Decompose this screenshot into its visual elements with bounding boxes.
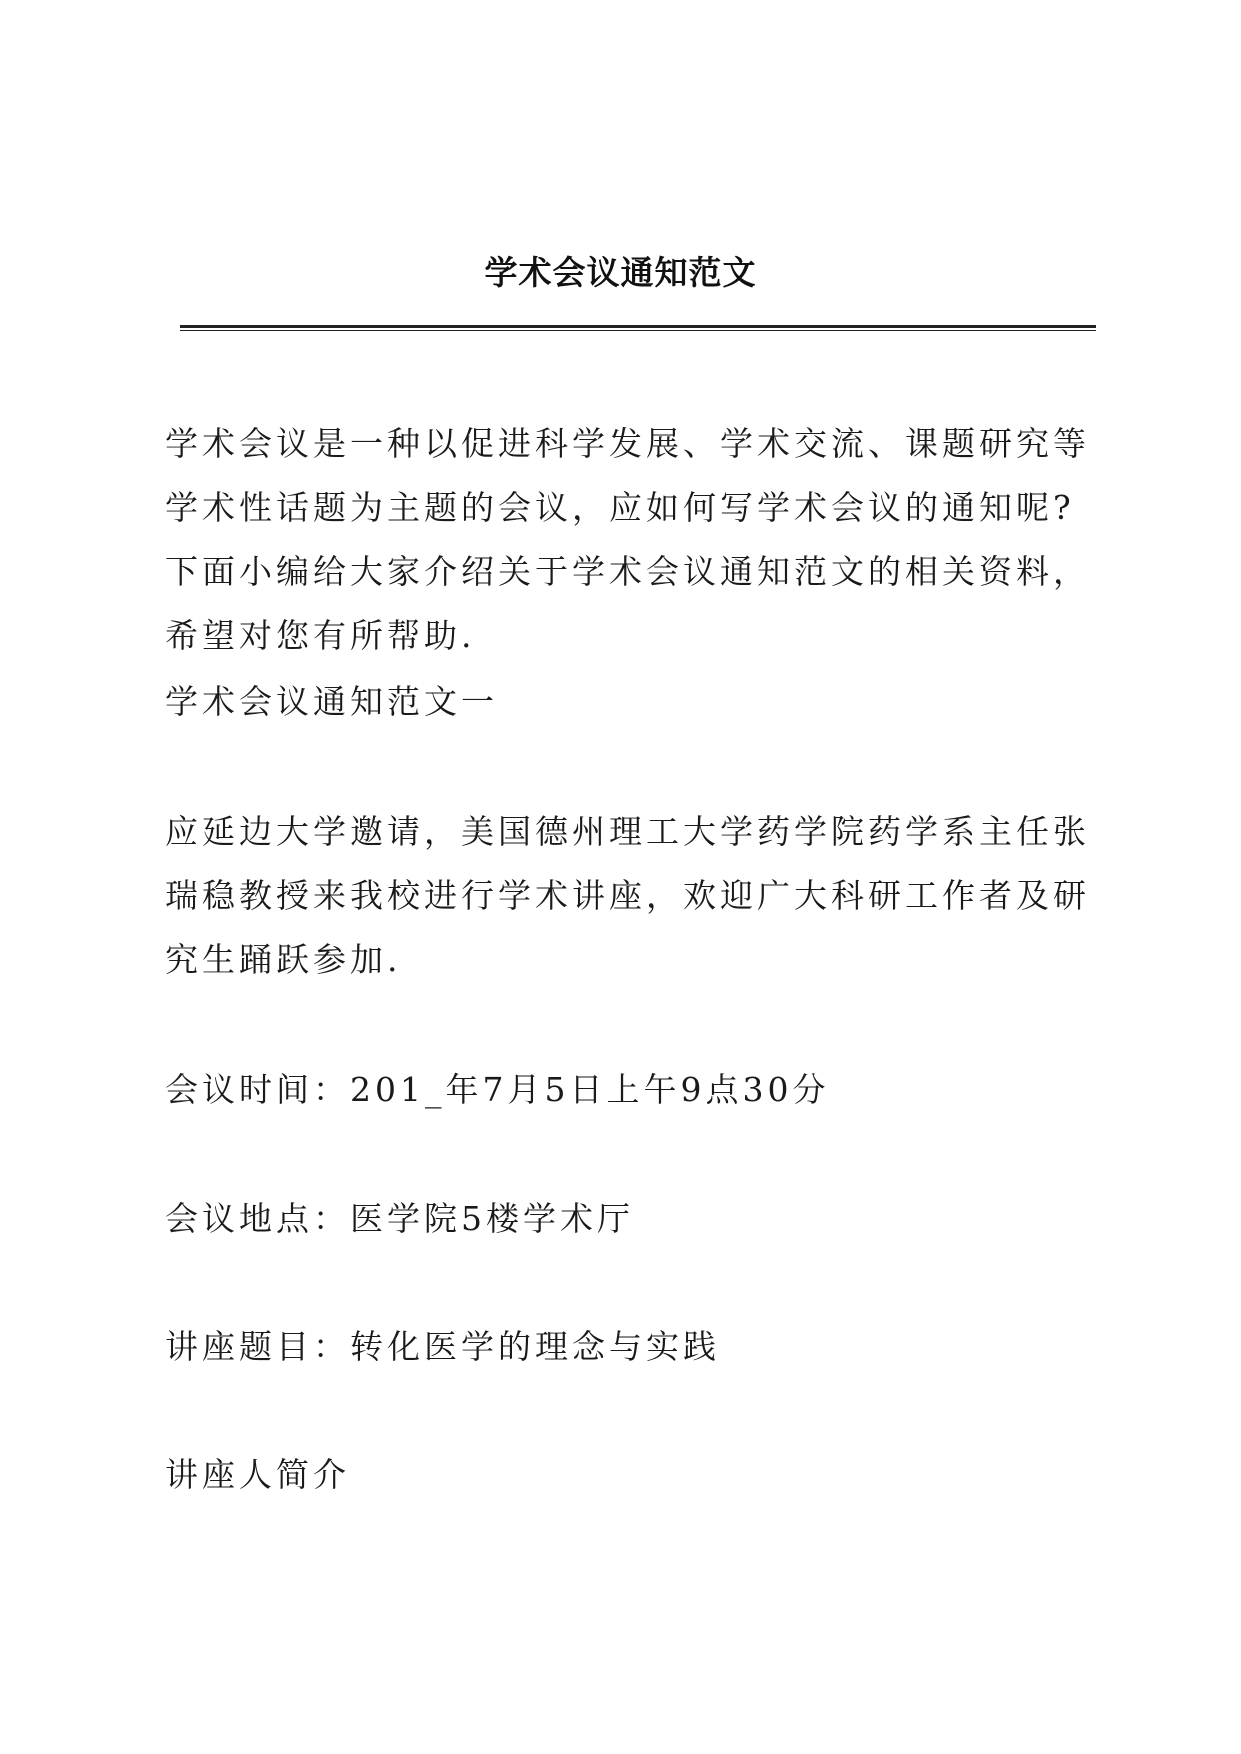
title-divider	[180, 325, 1096, 331]
invitation-paragraph: 应延边大学邀请，美国德州理工大学药学院药学系主任张瑞稳教授来我校进行学术讲座，欢迎广大科研工作者及研究生踊跃参加.	[165, 812, 1090, 979]
speaker-intro-heading: 讲座人简介	[165, 1455, 350, 1494]
intro-paragraph: 学术会议是一种以促进科学发展、学术交流、课题研究等学术性话题为主题的会议，应如何写学术会议的通知呢?下面小编给大家介绍关于学术会议通知范文的相关资料，希望对您有所帮助.	[165, 424, 1090, 655]
sample-heading: 学术会议通知范文一	[165, 682, 498, 721]
meeting-place: 会议地点：医学院5楼学术厅	[165, 1199, 634, 1238]
lecture-topic: 讲座题目：转化医学的理念与实践	[165, 1327, 720, 1366]
page-title: 学术会议通知范文	[484, 253, 757, 292]
meeting-time: 会议时间：201_年7月5日上午9点30分	[165, 1070, 830, 1109]
